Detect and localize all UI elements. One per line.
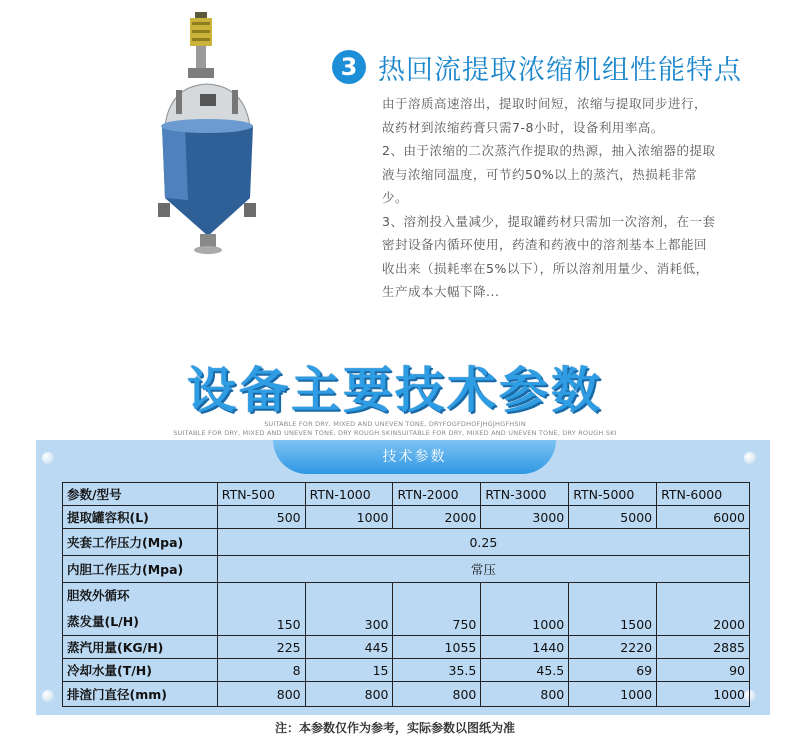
table-cell: 5000	[569, 506, 657, 529]
table-cell: 1000	[657, 682, 750, 707]
table-cell: 69	[569, 659, 657, 682]
section-subtitle-1: SUITABLE FOR DRY, MIXED AND UNEVEN TONE, DRYFOGFDHOFJHGJHGFHSIN	[264, 420, 526, 428]
row-label: 夹套工作压力(Mpa)	[63, 529, 218, 556]
table-note: 注：本参数仅作为参考，实际参数以图纸为准	[274, 721, 515, 735]
table-cell: 35.5	[393, 659, 481, 682]
rivet-top-left	[42, 452, 54, 464]
header-cell: RTN-500	[217, 483, 305, 506]
table-cell: 445	[305, 636, 393, 659]
header-cell: RTN-1000	[305, 483, 393, 506]
section-subtitle-2: SUITABLE FOR DRY, MIXED AND UNEVEN TONE, DRY ROUGH SKINSUITABLE FOR DRY, MIXED AND UNEVEN TONE, DRY ROUGH SKI	[173, 429, 617, 437]
table-cell: 2220	[569, 636, 657, 659]
table-cell: 800	[393, 682, 481, 707]
table-cell: 1000	[305, 506, 393, 529]
table-cell: 1500	[569, 583, 657, 636]
table-cell: 800	[481, 682, 569, 707]
spec-tab-label: 技术参数	[273, 440, 556, 474]
table-row	[63, 659, 750, 682]
feature-paragraph-3: 3、溶剂投入量减少，提取罐药材只需加一次溶剂，在一套密封设备内循环使用，药渣和药液中的溶剂基本上都能回收出来（损耗率在5%以下），所以溶剂用量少、消耗低，生产成本大幅下降...	[382, 213, 716, 299]
feature-title: 热回流提取浓缩机组性能特点	[378, 55, 742, 86]
table-cell: 2000	[657, 583, 750, 636]
table-cell: 1440	[481, 636, 569, 659]
table-cell: 常压	[217, 556, 749, 583]
table-cell: 1000	[481, 583, 569, 636]
table-cell: 2885	[657, 636, 750, 659]
table-cell: 225	[217, 636, 305, 659]
header-cell: RTN-2000	[393, 483, 481, 506]
spec-table	[62, 482, 750, 707]
feature-description	[382, 92, 717, 304]
header-cell: 参数/型号	[63, 483, 218, 506]
rivet-top-right	[744, 452, 756, 464]
feature-number-badge: 3	[332, 50, 366, 84]
table-cell: 2000	[393, 506, 481, 529]
table-cell: 0.25	[217, 529, 749, 556]
table-row	[63, 636, 750, 659]
feature-paragraph-1: 由于溶质高速溶出，提取时间短，浓缩与提取同步进行，故药材到浓缩药膏只需7-8小时，设备利用率高。	[382, 96, 708, 135]
header-cell: RTN-5000	[569, 483, 657, 506]
row-label: 蒸汽用量(KG/H)	[63, 636, 218, 659]
section-heading: 设备主要技术参数	[186, 362, 603, 419]
rivet-bottom-left	[42, 690, 54, 702]
table-row	[63, 556, 750, 583]
table-cell: 3000	[481, 506, 569, 529]
table-cell: 1055	[393, 636, 481, 659]
table-cell: 15	[305, 659, 393, 682]
row-label	[63, 583, 218, 636]
table-cell: 90	[657, 659, 750, 682]
table-header-row	[63, 483, 750, 506]
table-row	[63, 682, 750, 707]
feature-paragraph-2: 2、由于浓缩的二次蒸汽作提取的热源，抽入浓缩器的提取液与浓缩同温度，可节约50%以上的蒸汽，热损耗非常少。	[382, 143, 716, 205]
table-cell: 300	[305, 583, 393, 636]
table-cell: 45.5	[481, 659, 569, 682]
table-row	[63, 506, 750, 529]
table-cell: 1000	[569, 682, 657, 707]
table-cell: 8	[217, 659, 305, 682]
table-cell: 800	[305, 682, 393, 707]
row-label: 内胆工作压力(Mpa)	[63, 556, 218, 583]
header-cell: RTN-6000	[657, 483, 750, 506]
header-cell: RTN-3000	[481, 483, 569, 506]
row-label-line: 胆效外循环	[67, 588, 130, 603]
table-cell: 6000	[657, 506, 750, 529]
table-row	[63, 583, 750, 636]
row-label-line: 蒸发量(L/H)	[67, 614, 139, 629]
table-row	[63, 529, 750, 556]
row-label: 冷却水量(T/H)	[63, 659, 218, 682]
table-cell: 150	[217, 583, 305, 636]
table-cell: 750	[393, 583, 481, 636]
row-label: 提取罐容积(L)	[63, 506, 218, 529]
table-cell: 500	[217, 506, 305, 529]
row-label: 排渣门直径(mm)	[63, 682, 218, 707]
table-cell: 800	[217, 682, 305, 707]
extraction-tank-image	[140, 8, 275, 256]
